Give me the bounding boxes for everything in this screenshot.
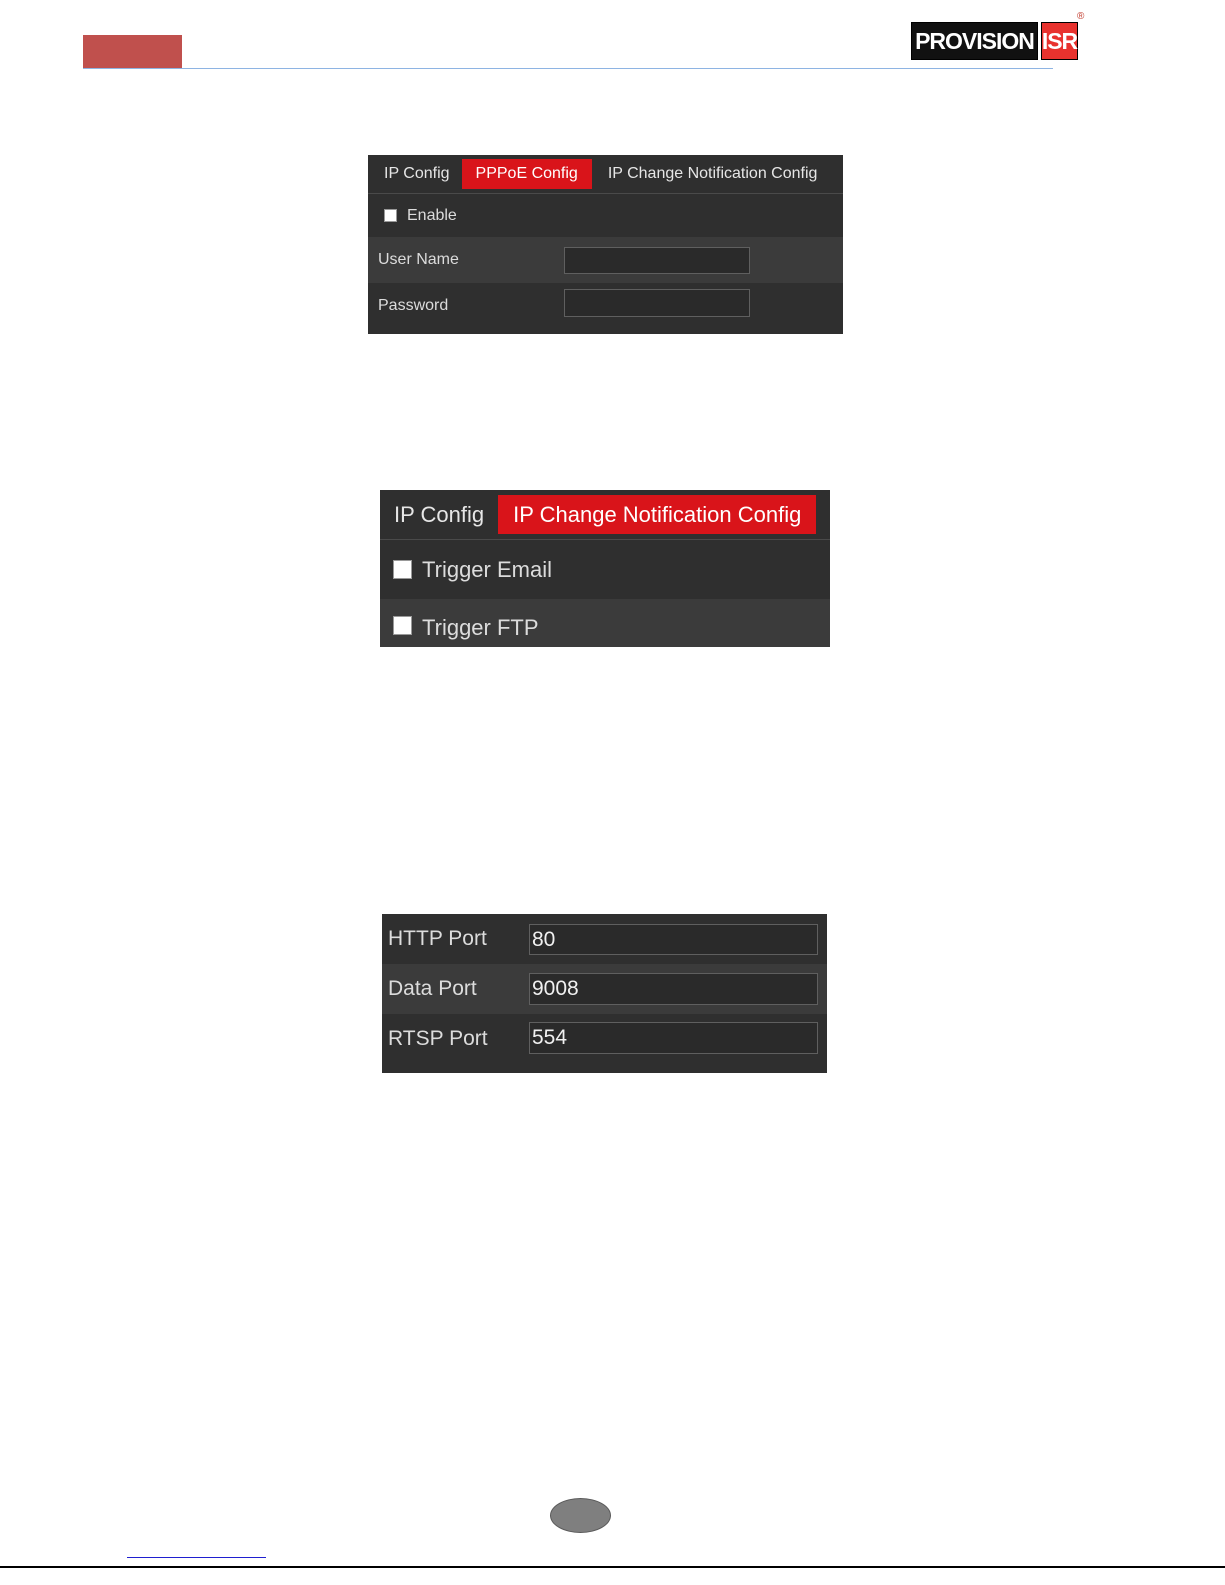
tab-ip-change-notification-config[interactable]: IP Change Notification Config xyxy=(498,495,816,534)
http-port-field[interactable]: 80 xyxy=(529,924,818,955)
trigger-email-checkbox[interactable] xyxy=(393,560,412,579)
footer-link-underline[interactable] xyxy=(127,1557,266,1558)
header-rule xyxy=(83,68,1053,69)
tab-pppoe-config[interactable]: PPPoE Config xyxy=(462,159,592,189)
rtsp-port-row xyxy=(382,1014,827,1064)
tab-ip-config[interactable]: IP Config xyxy=(384,165,450,182)
trigger-ftp-row xyxy=(380,599,830,647)
rtsp-port-label: RTSP Port xyxy=(388,1027,488,1050)
ip-change-notification-panel xyxy=(380,490,830,647)
enable-checkbox[interactable] xyxy=(384,209,397,222)
http-port-label: HTTP Port xyxy=(388,927,487,950)
user-name-row xyxy=(368,237,843,283)
user-name-field[interactable] xyxy=(564,247,750,274)
data-port-row xyxy=(382,964,827,1014)
enable-row xyxy=(368,194,843,237)
logo-provision-text: PROVISION xyxy=(911,22,1038,60)
data-port-field[interactable]: 9008 xyxy=(529,973,818,1005)
trigger-ftp-label: Trigger FTP xyxy=(422,615,539,640)
page-number-badge xyxy=(550,1498,611,1533)
header-color-block xyxy=(83,35,182,69)
registered-mark: ® xyxy=(1077,11,1085,22)
trigger-email-row xyxy=(380,540,830,599)
password-row xyxy=(368,283,843,329)
data-port-label: Data Port xyxy=(388,977,477,1000)
enable-label: Enable xyxy=(407,206,457,224)
rtsp-port-field[interactable]: 554 xyxy=(529,1022,818,1054)
http-port-row xyxy=(382,914,827,964)
password-label: Password xyxy=(378,297,449,314)
tab-bar xyxy=(380,490,830,540)
tab-ip-change-notification-config[interactable]: IP Change Notification Config xyxy=(607,165,818,182)
footer-rule xyxy=(0,1566,1225,1568)
trigger-ftp-checkbox[interactable] xyxy=(393,616,412,635)
tab-bar xyxy=(368,155,843,194)
provision-isr-logo xyxy=(911,22,1078,62)
pppoe-config-panel xyxy=(368,155,843,334)
password-field[interactable] xyxy=(564,289,750,317)
user-name-label: User Name xyxy=(378,251,459,268)
trigger-email-label: Trigger Email xyxy=(422,556,552,582)
logo-isr-text: ISR xyxy=(1041,22,1078,60)
tab-ip-config[interactable]: IP Config xyxy=(394,501,485,527)
port-config-panel xyxy=(382,914,827,1073)
